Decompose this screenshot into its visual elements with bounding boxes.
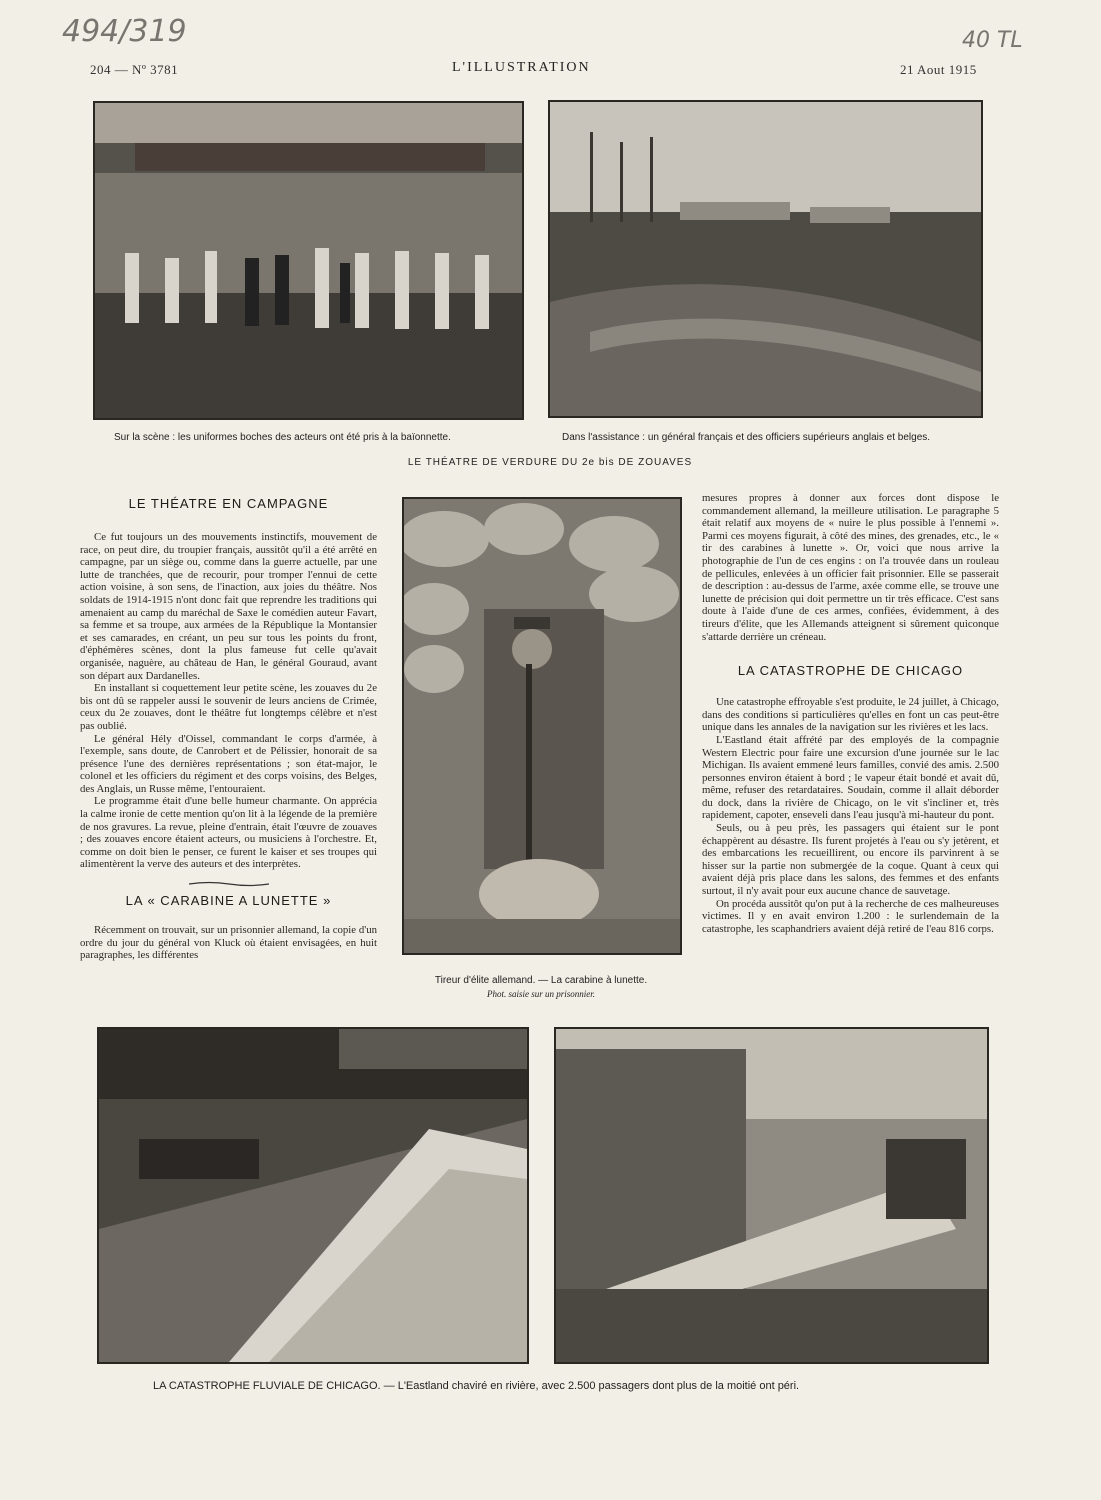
masthead: L'ILLUSTRATION — [452, 60, 591, 75]
paragraph: Une catastrophe effroyable s'est produite, le 24 juillet, à Chicago, dans des conditions si particulières qu'elles en font un cas peut-être unique dans les annales de la navigation sur les rivières et les lacs. — [702, 696, 999, 734]
caption-audience: Dans l'assistance : un général français et des officiers supérieurs anglais et belges. — [562, 432, 931, 443]
paragraph: Le général Hély d'Oissel, commandant le corps d'armée, à l'exemple, sans doute, de Canrobert et de Pélissier, honorait de sa présence l'une des dernières représentations ; son état-major, le colonel et les officiers du régiment et des corps voisins, des Belges, des Anglais, un Russe même, l'entouraient. — [80, 732, 377, 795]
handwritten-note-left: 494/319 — [62, 14, 187, 49]
heading-catastrophe-chicago: LA CATASTROPHE DE CHICAGO — [737, 663, 964, 679]
paragraph: Seuls, ou à peu près, les passagers qui étaient sur le pont échappèrent au désastre. Ils furent projetés à l'eau ou s'y jetèrent, et des embarcations les recueillirent, ou encore ils parvinrent à se hisser sur la partie non submergée de la coque. Quant à ceux qui avaient déjà pris place dans les salons, des femmes et des enfants surtout, il n'y avait pour eux aucune chance de sauvetage. — [702, 822, 999, 898]
photo-audience — [548, 100, 983, 418]
paragraph: On procéda aussitôt qu'on put à la recherche de ces malheureuses victimes. Il y en avait environ 1.200 : le surlendemain de la catastrophe, les scaphandriers avaient déjà retiré de l'eau 816 corps. — [702, 897, 999, 935]
caption-theatre: LE THÉATRE DE VERDURE DU 2e bis DE ZOUAVES — [407, 457, 693, 468]
paragraph: Le programme était d'une belle humeur charmante. On apprécia la calme ironie de cette mention qu'on lit à la légende de la première de nos gravures. La revue, pleine d'entrain, était l'œuvre de zouaves ; des zouaves encore étaient acteurs, ou musiciens à l'orchestre. Et, comme on doit bien le penser, ce furent le kaiser et ses troupes qui alimentèrent la verve des auteurs et des interprètes. — [80, 795, 377, 871]
paragraph: mesures propres à donner aux forces dont dispose le commandement allemand, la meilleure utilisation. Le paragraphe 5 était relatif aux moyens de « nuire le plus possible à l'ennemi ». Parmi ces moyens figurait, à côté des mines, des grenades, etc., le « tir des carabines à lunette ». Or, voici que nous arrive la photographie de l'un de ces engins : on l'a trouvée dans un rouleau de pellicules, enlevées à un officier fait prisonnier. Elle se passerait de description : au-dessus de l'arme, axée comme elle, se trouve une lunette de précision qui doit permettre un tir très efficace. C'est sans doute à l'aide d'une de ces armes, confiées, évidemment, à des tireurs d'élite, que les Allemands atteignent si sûrement quiconque s'attarde derrière un créneau. — [702, 492, 999, 643]
caption-sniper: Tireur d'élite allemand. — La carabine à lunette. — [434, 975, 648, 986]
page-number: 204 — Nº 3781 — [90, 62, 179, 77]
heading-theatre-campagne: LE THÉATRE EN CAMPAGNE — [128, 496, 329, 511]
photo-eastland-left — [97, 1027, 529, 1364]
photo-stage — [93, 101, 524, 420]
photo-eastland-right — [554, 1027, 989, 1364]
ornament-divider — [189, 881, 269, 887]
handwritten-note-right: 40 TL — [962, 28, 1023, 53]
photo-sniper — [402, 497, 682, 955]
caption-chicago: LA CATASTROPHE FLUVIALE DE CHICAGO. — L'Eastland chaviré en rivière, avec 2.500 passagers dont plus de la moitié ont péri. — [153, 1380, 800, 1392]
paragraph: Ce fut toujours un des mouvements instinctifs, mouvement de race, on peut dire, du troupier français, aussitôt qu'il a été arrêté en campagne, par un siège ou, comme dans la guerre actuelle, par une lutte de tranchées, que de recourir, pour tromper l'ennui de cette action voisine, à son sens, de l'inaction, aux joies du théâtre. Nos soldats de 1914-1915 n'ont donc fait que reprendre les traditions qui amenaient au camp du maréchal de Saxe le comédien auteur Favart, sa femme et sa troupe, aux armées de la République la Montansier et ses camarades, en créant, un peu sur tous les points du front, d'éphémères scènes, dont la plus fameuse fut celle qu'avait organisée, naguère, au château de Han, le général Gouraud, avant son départ aux Dardanelles. — [80, 531, 377, 682]
left-column — [80, 496, 377, 962]
issue-date: 21 Aout 1915 — [900, 62, 977, 77]
paragraph: Récemment on trouvait, sur un prisonnier allemand, la copie d'un ordre du jour du général von Kluck où étaient envisagées, en huit paragraphes, les différentes — [80, 924, 377, 962]
right-column — [702, 492, 999, 935]
caption-stage: Sur la scène : les uniformes boches des acteurs ont été pris à la baïonnette. — [114, 432, 451, 443]
paragraph: L'Eastland était affrété par des employés de la compagnie Western Electric pour faire une excursion d'une journée sur le lac Michigan. Ils avaient emmené leurs familles, convié des amis. 2.500 personnes environ étaient à bord ; le vapeur était bondé et avait dû, même, refuser des retardataires. Soudain, comme il allait déborder du dock, dans la rivière de Chicago, on le vit s'incliner et, très rapidement, capoter, enseveli dans l'eau jusqu'à mi-hauteur du pont. — [702, 733, 999, 822]
caption-sniper-credit: Phot. saisie sur un prisonnier. — [486, 989, 595, 999]
paragraph: En installant si coquettement leur petite scène, les zouaves du 2e bis ont dû se rappeler aussi le souvenir de leurs anciens de Crimée, ceux du 2e zouaves, dont le théâtre fut longtemps célèbre et n'est pas oublié. — [80, 682, 377, 732]
heading-carabine: LA « CARABINE A LUNETTE » — [125, 893, 332, 909]
